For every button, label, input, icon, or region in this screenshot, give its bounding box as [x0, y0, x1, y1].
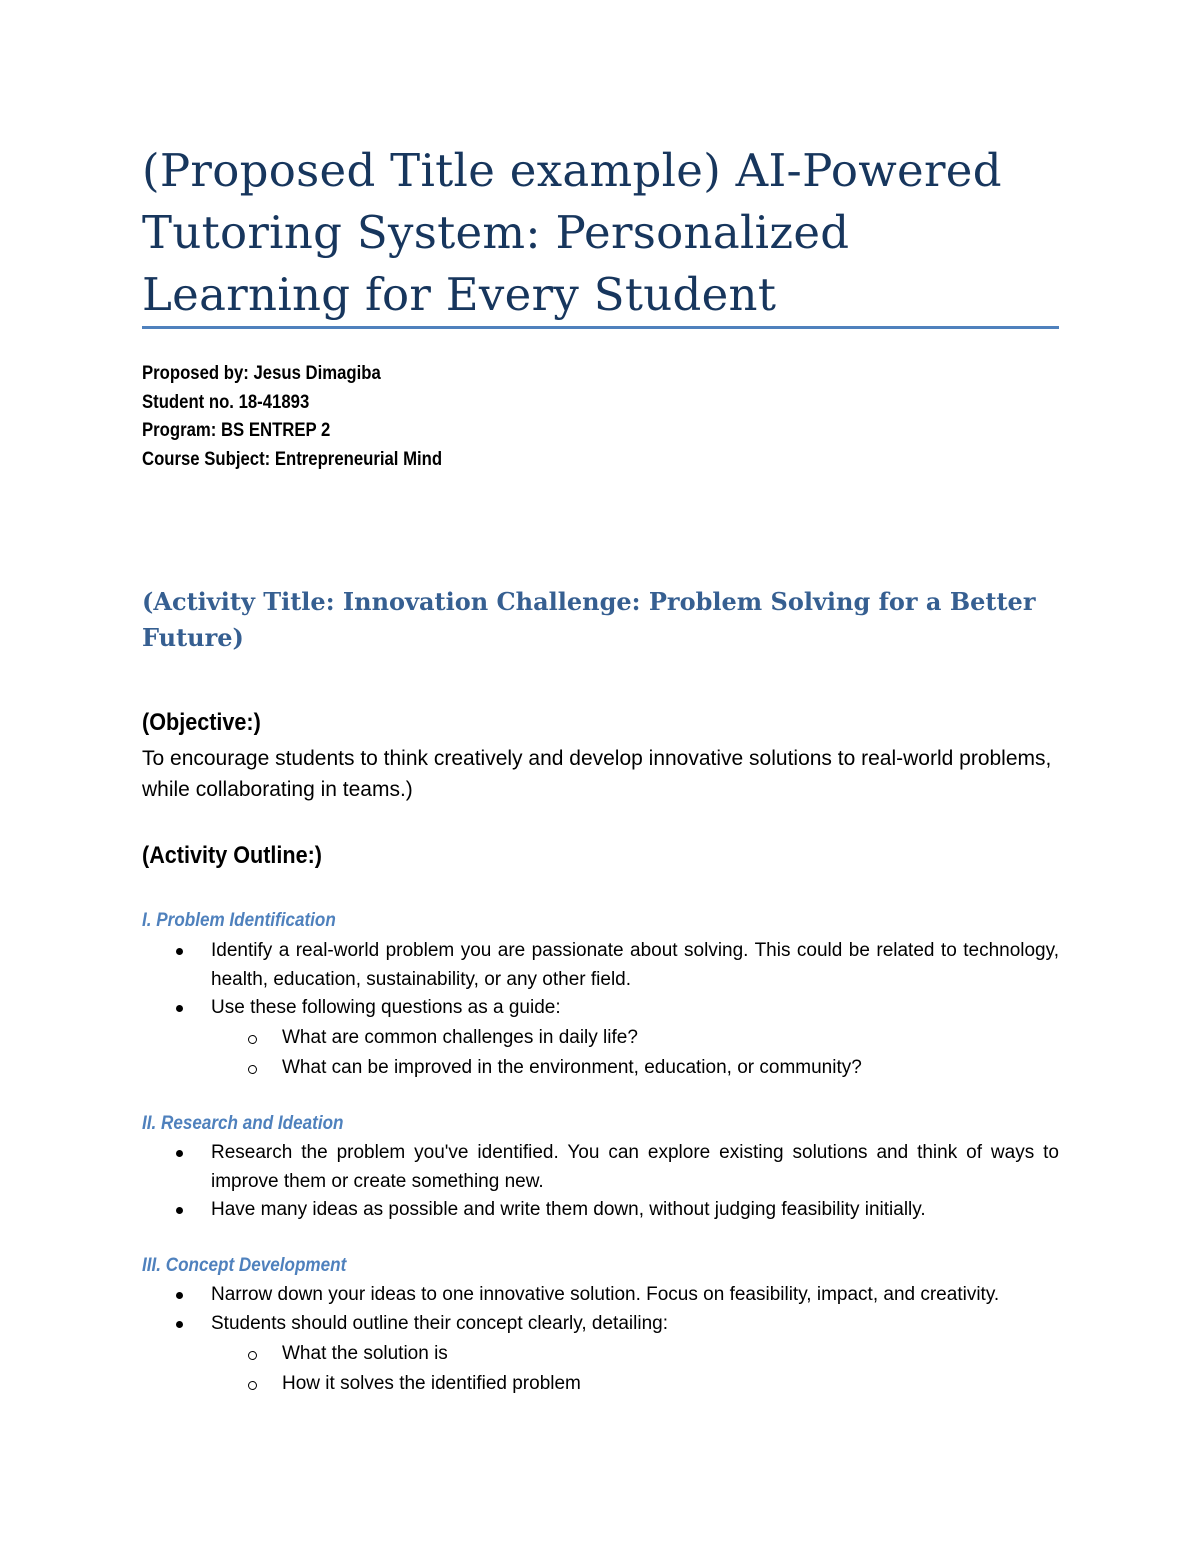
hollow-bullet-icon: [248, 1351, 257, 1360]
section-problem-identification-list: [142, 937, 1059, 1083]
section-research-ideation-heading: II. Research and Ideation: [142, 1113, 344, 1134]
sub-list-item-text: What can be improved in the environment, education, or community?: [282, 1057, 862, 1078]
sub-list: [211, 1340, 1059, 1399]
section-problem-identification-heading: I. Problem Identification: [142, 910, 336, 931]
sub-list-item: [142, 1340, 1059, 1369]
list-item: [142, 1281, 1059, 1310]
list-item: [142, 937, 1059, 994]
list-item: [142, 1196, 1059, 1225]
title-divider: [142, 326, 1059, 329]
program: Program: BS ENTREP 2: [142, 420, 331, 442]
sub-list-item-text: What the solution is: [282, 1342, 448, 1364]
student-number: Student no. 18-41893: [142, 391, 310, 413]
list-item-text: Narrow down your ideas to one innovative solution. Focus on feasibility, impact, and creativity.: [211, 1284, 1000, 1305]
list-item-text: Research the problem you've identified. You can explore existing solutions and think of ways to improve them or create something new.: [211, 1142, 1059, 1192]
objective-text: To encourage students to think creatively and develop innovative solutions to real-world problems, while collaborating in teams.): [142, 747, 1052, 801]
hollow-bullet-icon: [248, 1065, 257, 1074]
section-research-ideation-list: [142, 1139, 1059, 1225]
bullet-icon: [176, 948, 183, 955]
sub-list: [211, 1024, 1059, 1083]
list-item-text: Students should outline their concept clearly, detailing:: [211, 1312, 668, 1334]
bullet-icon: [176, 1292, 183, 1299]
list-item-text: Use these following questions as a guide:: [211, 997, 561, 1018]
sub-list-item-text: How it solves the identified problem: [282, 1372, 581, 1394]
section-concept-development-list: [142, 1281, 1059, 1398]
list-item-text: Have many ideas as possible and write them down, without judging feasibility initially.: [211, 1199, 926, 1220]
activity-outline-heading: (Activity Outline:): [142, 842, 323, 869]
list-item: [142, 1310, 1059, 1399]
hollow-bullet-icon: [248, 1381, 257, 1390]
document-title: (Proposed Title example) AI-Powered Tutoring System: Personalized Learning for Every Student: [142, 144, 1002, 321]
sub-list-item: [142, 1054, 1059, 1083]
bullet-icon: [176, 1321, 183, 1328]
proposal-details: [142, 360, 483, 475]
list-item: [142, 994, 1059, 1083]
list-item-text: Identify a real-world problem you are passionate about solving. This could be related to technology, health, education, sustainability, or any other field.: [211, 940, 1059, 990]
bullet-icon: [176, 1207, 183, 1214]
hollow-bullet-icon: [248, 1035, 257, 1044]
objective-heading: (Objective:): [142, 709, 261, 736]
bullet-icon: [176, 1150, 183, 1157]
bullet-icon: [176, 1005, 183, 1012]
activity-title: (Activity Title: Innovation Challenge: Problem Solving for a Better Future): [142, 587, 1036, 652]
sub-list-item-text: What are common challenges in daily life?: [282, 1027, 638, 1048]
sub-list-item: [142, 1024, 1059, 1053]
proposed-by: Proposed by: Jesus Dimagiba: [142, 363, 381, 384]
course-subject: Course Subject: Entrepreneurial Mind: [142, 449, 443, 471]
section-concept-development-heading: III. Concept Development: [142, 1255, 347, 1276]
sub-list-item: [142, 1370, 1059, 1399]
list-item: [142, 1139, 1059, 1196]
